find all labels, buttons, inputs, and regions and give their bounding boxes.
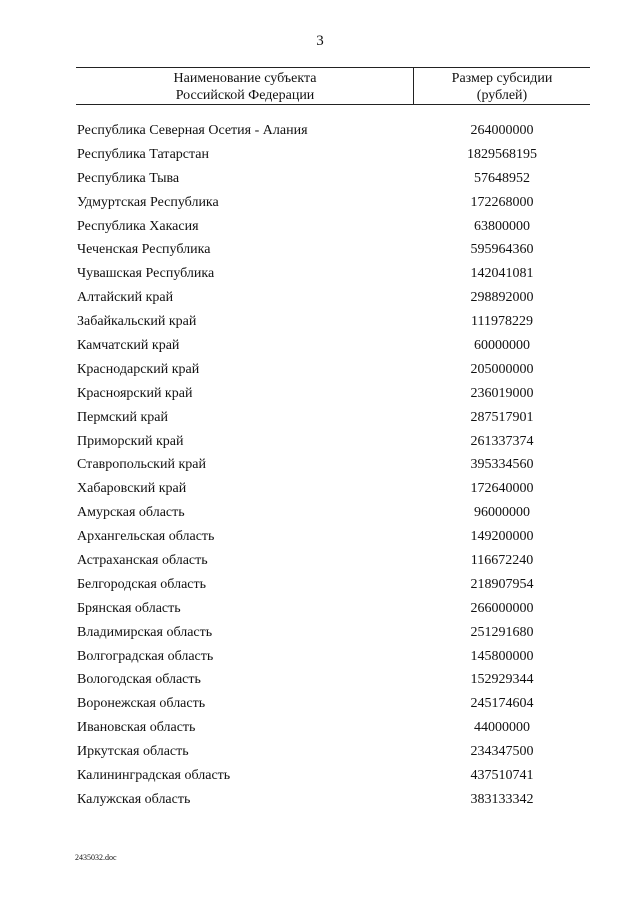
table-row — [0, 310, 640, 334]
subsidy-amount: 116672240 — [470, 553, 534, 569]
region-name: Волгоградская область — [77, 648, 214, 664]
region-name: Камчатский край — [77, 338, 180, 354]
subsidy-amount: 149200000 — [470, 529, 534, 545]
subsidy-table-body — [0, 119, 640, 812]
subsidy-amount: 395334560 — [470, 457, 534, 473]
subsidy-amount: 437510741 — [470, 768, 534, 784]
table-row — [0, 621, 640, 645]
region-name: Вологодская область — [77, 672, 201, 688]
region-name: Чувашская Республика — [77, 266, 215, 282]
table-row — [0, 788, 640, 812]
subsidy-amount: 44000000 — [474, 720, 530, 736]
subsidy-amount: 236019000 — [470, 385, 534, 401]
table-row — [0, 549, 640, 573]
subsidy-amount: 234347500 — [470, 744, 534, 760]
subsidy-amount: 383133342 — [470, 791, 534, 807]
region-name: Ивановская область — [77, 720, 196, 736]
subsidy-amount: 57648952 — [474, 170, 530, 186]
region-name: Брянская область — [77, 600, 181, 616]
region-name: Алтайский край — [77, 290, 174, 306]
subsidy-amount: 245174604 — [470, 696, 534, 712]
region-name: Приморский край — [77, 433, 184, 449]
region-name: Архангельская область — [77, 529, 215, 545]
table-row — [0, 382, 640, 406]
column-header-region-name-line2: Российской Федерации — [175, 88, 315, 103]
region-name: Красноярский край — [77, 385, 193, 401]
subsidy-amount: 111978229 — [471, 314, 533, 330]
table-row — [0, 334, 640, 358]
region-name: Калужская область — [77, 791, 191, 807]
region-name: Республика Тыва — [77, 170, 180, 186]
column-header-region-name — [80, 70, 410, 104]
table-header-top-rule — [76, 67, 590, 68]
region-name: Республика Татарстан — [77, 146, 210, 162]
subsidy-amount: 142041081 — [470, 266, 534, 282]
region-name: Иркутская область — [77, 744, 189, 760]
table-row — [0, 358, 640, 382]
subsidy-amount: 251291680 — [470, 624, 534, 640]
subsidy-amount: 298892000 — [470, 290, 534, 306]
column-header-subsidy-amount-line1: Размер субсидии — [451, 71, 553, 86]
region-name: Пермский край — [77, 409, 168, 425]
subsidy-amount: 145800000 — [470, 648, 534, 664]
region-name: Краснодарский край — [77, 361, 200, 377]
table-row — [0, 740, 640, 764]
subsidy-amount: 218907954 — [470, 576, 534, 592]
table-row — [0, 764, 640, 788]
table-row — [0, 238, 640, 262]
subsidy-amount: 152929344 — [470, 672, 534, 688]
table-row — [0, 645, 640, 669]
table-row — [0, 119, 640, 143]
table-header-divider — [413, 67, 414, 104]
region-name: Белгородская область — [77, 576, 207, 592]
subsidy-amount: 261337374 — [470, 433, 534, 449]
region-name: Калининградская область — [77, 768, 231, 784]
column-header-subsidy-amount — [416, 70, 588, 104]
column-header-subsidy-amount-line2: (рублей) — [476, 88, 528, 103]
table-row — [0, 167, 640, 191]
region-name: Удмуртская Республика — [77, 194, 219, 210]
subsidy-amount: 266000000 — [470, 600, 534, 616]
page-number: 3 — [316, 33, 324, 49]
table-row — [0, 716, 640, 740]
table-row — [0, 501, 640, 525]
table-row — [0, 286, 640, 310]
table-row — [0, 597, 640, 621]
table-row — [0, 525, 640, 549]
table-header-bottom-rule — [76, 104, 590, 105]
table-row — [0, 453, 640, 477]
subsidy-amount: 63800000 — [474, 218, 530, 234]
region-name: Воронежская область — [77, 696, 206, 712]
table-row — [0, 262, 640, 286]
table-row — [0, 692, 640, 716]
table-row — [0, 477, 640, 501]
subsidy-amount: 96000000 — [474, 505, 530, 521]
subsidy-amount: 1829568195 — [467, 146, 537, 162]
subsidy-amount: 287517901 — [470, 409, 534, 425]
table-row — [0, 406, 640, 430]
table-row — [0, 191, 640, 215]
region-name: Ставропольский край — [77, 457, 206, 473]
subsidy-amount: 205000000 — [470, 361, 534, 377]
region-name: Амурская область — [77, 505, 185, 521]
region-name: Чеченская Республика — [77, 242, 211, 258]
subsidy-amount: 264000000 — [470, 123, 534, 138]
table-row — [0, 215, 640, 239]
column-header-region-name-line1: Наименование субъекта — [173, 71, 317, 86]
subsidy-amount: 60000000 — [474, 338, 530, 354]
table-row — [0, 573, 640, 597]
region-name: Астраханская область — [77, 553, 208, 569]
region-name: Республика Северная Осетия - Алания — [77, 123, 308, 138]
document-filename: 2435032.doc — [75, 853, 117, 862]
subsidy-amount: 172268000 — [470, 194, 534, 210]
region-name: Владимирская область — [77, 624, 213, 640]
region-name: Республика Хакасия — [77, 218, 199, 234]
subsidy-amount: 172640000 — [470, 481, 534, 497]
table-row — [0, 430, 640, 454]
subsidy-amount: 595964360 — [470, 242, 534, 258]
table-row — [0, 668, 640, 692]
region-name: Хабаровский край — [77, 481, 187, 497]
table-row — [0, 143, 640, 167]
region-name: Забайкальский край — [77, 314, 197, 330]
